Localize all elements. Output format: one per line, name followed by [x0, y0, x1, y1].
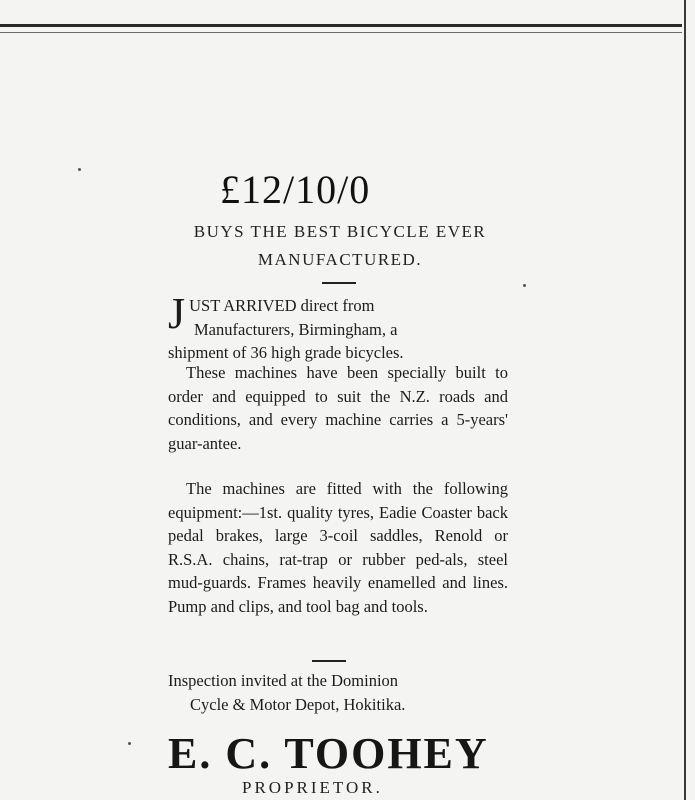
column-top-rule: [0, 24, 682, 27]
column-top-rule-thin: [0, 32, 682, 33]
inspection-notice: [168, 669, 510, 716]
inspection-line-1: Inspection invited at the Dominion: [168, 671, 399, 690]
section-divider: [312, 660, 346, 662]
paragraph-arrival: [168, 289, 508, 365]
proprietor-name: E. C. TOOHEY: [168, 729, 489, 778]
inspection-line-2: Cycle & Motor Depot, Hokitika.: [190, 694, 406, 714]
column-edge-rule: [684, 0, 686, 800]
arrival-line-1: UST ARRIVED direct from: [189, 296, 375, 315]
paragraph-machines: These machines have been specially built to order and equipped to suit the N.Z. roads and conditions, and every machine carries a 5-years' guar-antee.: [168, 363, 508, 453]
print-speck: [128, 742, 131, 745]
arrival-line-2: Manufacturers, Birmingham, a: [194, 319, 398, 339]
paragraph-equipment: The machines are fitted with the following equipment:—1st. quality tyres, Eadie Coaster back pedal brakes, large 3-coil saddles, Renold or R.S.A. chains, rat-trap or rubber ped-als, steel mud-guards. Frames heavily enamelled and lines. Pump and clips, and tool bag and tools.: [168, 479, 508, 616]
headline-line-2: MANUFACTURED.: [257, 250, 423, 269]
arrival-line-3: shipment of 36 high grade bicycles.: [168, 343, 404, 362]
section-divider: [322, 282, 356, 284]
print-speck: [78, 168, 81, 171]
proprietor-title: PROPRIETOR.: [242, 778, 383, 797]
headline-line-1: BUYS THE BEST BICYCLE EVER: [193, 222, 487, 241]
drop-cap: J: [168, 289, 186, 338]
print-speck: [523, 284, 526, 287]
price-heading: £12/10/0: [220, 167, 371, 212]
